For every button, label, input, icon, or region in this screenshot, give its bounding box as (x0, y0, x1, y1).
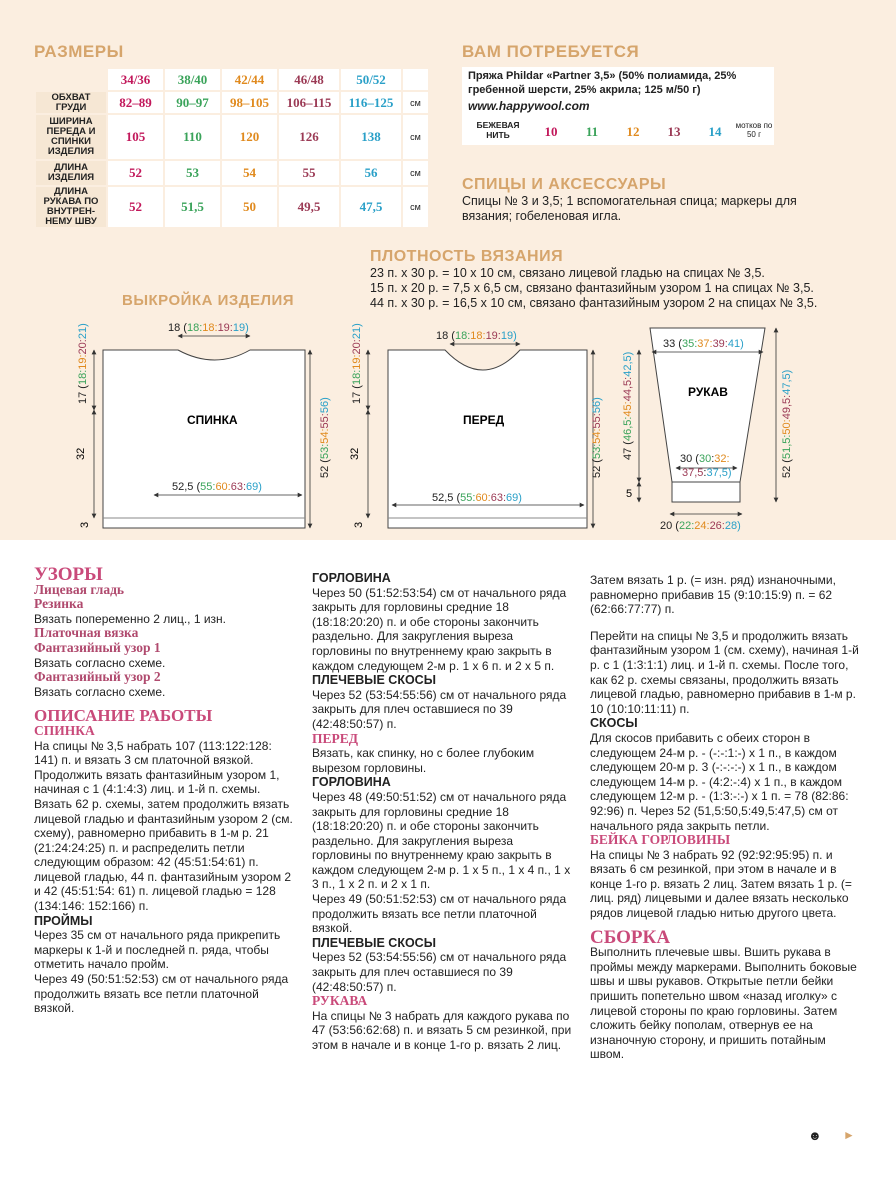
gauge-line: 23 п. х 30 р. = 10 х 10 см, связано лицевой гладью на спицах № 3,5. (370, 266, 765, 280)
pattern-name: Фантазийный узор 1 (34, 639, 161, 655)
sleeve-top-label: 33 (35:37:39:41) (663, 338, 744, 350)
skein-count: 13 (667, 124, 681, 139)
sleeve-length-label: 47 (46,5:45:44,5:42,5) (622, 351, 634, 460)
pattern-heading: ВЫКРОЙКА ИЗДЕЛИЯ (122, 292, 295, 309)
sleeve-cuff-label: 20 (22:24:26:28) (660, 520, 741, 532)
pattern-name: Лицевая гладь (34, 581, 125, 597)
sleeve-length-label: 52 (51,5:50:49,5:47,5) (781, 369, 793, 478)
column-1 (34, 564, 296, 1016)
size-cell: 110 (165, 115, 220, 159)
materials-box (462, 67, 774, 145)
armhole-height-label: 17 (18:19:20:21) (351, 323, 363, 404)
size-cell: 126 (279, 115, 339, 159)
size-col: 50/52 (341, 69, 401, 90)
materials-heading: ВАМ ПОТРЕБУЕТСЯ (462, 42, 640, 61)
front-heading: ПЕРЕД (312, 730, 359, 746)
sizes-table (34, 67, 430, 229)
neck-text: Через 50 (51:52:53:54) см от начального ряда закрыть для горловины средние 18 (18:18:20:20) п. и обе стороны закончить раздельно. Для закругления выреза горловины по внутреннему краю закрыть в каждом следующем 2-м р. 1 х 6 п. и 2 х 5 п. (312, 585, 567, 673)
size-cell: 49,5 (279, 187, 339, 227)
sleeve-width-label: 30 (30:32: (680, 453, 730, 465)
size-cell: 120 (222, 115, 277, 159)
skein-count: 11 (585, 124, 599, 139)
back-label: СПИНКА (187, 413, 238, 427)
size-cell: 52 (108, 161, 163, 185)
sleeve-5-label: 5 (626, 488, 633, 500)
column-3 (590, 573, 860, 1062)
sleeve-text: Затем вязать 1 р. (= изн. ряд) изнаночными, равномерно прибавив 15 (9:10:15:9) п. = 62 (62:66:77:77) п. (590, 573, 836, 617)
gauge-line: 44 п. х 30 р. = 16,5 х 10 см, связано фантазийным узором 2 на спицах № 3,5. (370, 296, 818, 310)
patterns-heading: УЗОРЫ (34, 564, 103, 585)
neck-heading: ГОРЛОВИНА (312, 571, 391, 585)
size-cell: 116–125 (341, 92, 401, 113)
size-col: 38/40 (165, 69, 220, 90)
sleeve-width-label: 37,5:37,5) (682, 467, 732, 479)
neck-width-label: 18 (18:18:19:19) (168, 322, 249, 334)
skein-count: 14 (708, 124, 722, 139)
shoulders-heading: ПЛЕЧЕВЫЕ СКОСЫ (312, 673, 436, 688)
body-width-label: 52,5 (55:60:63:69) (432, 492, 522, 504)
pattern-name: Платочная вязка (34, 625, 139, 641)
shoulders-text: Через 52 (53:54:55:56) см от начального ряда закрыть для плеч оставшиеся по 39 (42:48:50:57) п. (312, 687, 567, 731)
pattern-text: Вязать попеременно 2 лиц., 1 изн. (34, 611, 226, 626)
armholes-text: Через 49 (50:51:52:53) см от начального ряда продолжить вязать все петли платочной вязкой. (34, 972, 289, 1016)
sleeve-label: РУКАВ (688, 385, 728, 399)
assembly-text: Выполнить плечевые швы. Вшить рукава в проймы между маркерами. Выполнить боковые швы и швы рукавов. Открытые петли бейки пришить попетельно швом «назад иголку» с лицевой стороны по краю горловины. Затем сложить бейку пополам, отвернув ее на изнаночную сторону, и пришить потайным швом. (590, 945, 857, 1062)
shoulders-heading: ПЛЕЧЕВЫЕ СКОСЫ (312, 935, 436, 950)
size-cell: 56 (341, 161, 401, 185)
skeins-row (466, 119, 772, 143)
size-cell: 52 (108, 187, 163, 227)
sleeve-cuff (672, 482, 740, 502)
size-col: 42/44 (222, 69, 277, 90)
size-col: 46/48 (279, 69, 339, 90)
neck-heading: ГОРЛОВИНА (312, 775, 391, 790)
armholes-text: Через 35 см от начального ряда прикрепить маркеры к 1-й и последней п. ряда, чтобы отметить начало пройм. (34, 928, 281, 972)
gauge-heading: ПЛОТНОСТЬ ВЯЗАНИЯ (370, 248, 564, 265)
size-col: 34/36 (108, 69, 163, 90)
size-cell: 90–97 (165, 92, 220, 113)
row-label: ДЛИНА РУКАВА ПО ВНУТРЕН-НЕМУ ШВУ (36, 187, 106, 227)
row-label: ДЛИНА ИЗДЕЛИЯ (36, 161, 106, 185)
neck-width-label: 18 (18:18:19:19) (436, 330, 517, 342)
row-label: ШИРИНА ПЕРЕДА И СПИНКИ ИЗДЕЛИЯ (36, 115, 106, 159)
size-cell: 47,5 (341, 187, 401, 227)
pattern-diagram (0, 310, 896, 540)
front-text: Вязать, как спинку, но с более глубоким вырезом горловины. (312, 746, 535, 775)
body-3-label: 3 (353, 521, 365, 528)
row-label: ОБХВАТ ГРУДИ (36, 92, 106, 113)
unit-cell: см (403, 92, 428, 113)
neck-text: Через 49 (50:51:52:53) см от начального ряда продолжить вязать все петли платочной вязкой. (312, 892, 567, 936)
size-cell: 51,5 (165, 187, 220, 227)
column-2 (312, 568, 574, 1053)
body-height-label: 52 (53:54:55:56) (591, 397, 603, 478)
bevels-text: Для скосов прибавить с обеих сторон в следующем 24-м р. - (-:-:1:-) х 1 п., в каждом следующем 20-м р. 3 (-:-:-:-) х 1 п., в каждом следующем 14-м р. - (4:2:-:4) х 1 п., в каждом следующем 12-м р. - (1:3:-:-) х 1 п. = 78 (82:86: 92:96) п. Через 52 (51,5:50,5:49,5:47,5) см от начального ряда закрыть петли. (590, 730, 849, 833)
gauge-line: 15 п. х 20 р. = 7,5 х 6,5 см, связано фантазийным узором 1 на спицах № 3,5. (370, 281, 814, 295)
pattern-name: Резинка (34, 596, 84, 612)
sizes-heading: РАЗМЕРЫ (34, 42, 124, 61)
skein-count: 12 (626, 124, 640, 139)
color-label: БЕЖЕВАЯ НИТЬ (476, 120, 520, 140)
unit-cell: см (403, 161, 428, 185)
yarn-description: Пряжа Phildar «Partner 3,5» (50% полиамида, 25% гребенной шерсти, 25% акрила; 125 м/50 г) (468, 70, 737, 96)
body-32-label: 32 (75, 447, 87, 460)
pattern-name: Фантазийный узор 2 (34, 669, 161, 685)
size-cell: 105 (108, 115, 163, 159)
armholes-heading: ПРОЙМЫ (34, 913, 93, 928)
body-3-label: 3 (79, 521, 91, 528)
pattern-text: Вязать согласно схеме. (34, 655, 166, 670)
neckband-text: На спицы № 3 набрать 92 (92:92:95:95) п. и вязать 6 см резинкой, при этом в начале и в конце 1-го р. вязать 2 лиц. Затем вязать 1 р. (= лиц. ряд) лицевыми и далее вязать несколько рядов лицевой гладью нитью другого цвета. (590, 847, 852, 921)
front-label: ПЕРЕД (463, 413, 505, 427)
neckband-heading: БЕЙКА ГОРЛОВИНЫ (590, 832, 731, 848)
body-width-label: 52,5 (55:60:63:69) (172, 481, 262, 493)
description-heading: ОПИСАНИЕ РАБОТЫ (34, 706, 213, 726)
needles-text: Спицы № 3 и 3,5; 1 вспомогательная спица; маркеры для вязания; гобеленовая игла. (462, 194, 797, 223)
size-cell: 55 (279, 161, 339, 185)
size-cell: 138 (341, 115, 401, 159)
bevels-heading: СКОСЫ (590, 716, 638, 731)
body-32-label: 32 (349, 447, 361, 460)
sleeve-text: Перейти на спицы № 3,5 и продолжить вязать фантазийным узором 1 (см. схему), начиная 1-й р. с 1 (1:3:1:1) лиц. и 1-й п. схемы. После того, как 62 р. схемы связаны, продолжить вязать лицевой гладью, равномерно прибавив в 1-м р. 10 (10:10:11:11) п. (590, 628, 859, 716)
next-page-icon: ► (843, 1128, 855, 1142)
size-cell: 50 (222, 187, 277, 227)
sleeves-heading: РУКАВА (312, 993, 368, 1009)
pattern-text: Вязать согласно схеме. (34, 684, 166, 699)
body-height-label: 52 (53:54:55:56) (319, 397, 331, 478)
unit-cell: см (403, 115, 428, 159)
size-cell: 106–115 (279, 92, 339, 113)
assembly-heading: СБОРКА (590, 926, 671, 948)
size-cell: 54 (222, 161, 277, 185)
armhole-height-label: 17 (18:19:20:21) (77, 323, 89, 404)
size-cell: 82–89 (108, 92, 163, 113)
shoulders-text: Через 52 (53:54:55:56) см от начального ряда закрыть для плеч оставшиеся по 39 (42:48:50:57) п. (312, 950, 567, 994)
needles-heading: СПИЦЫ И АКСЕССУАРЫ (462, 176, 667, 193)
back-text: На спицы № 3,5 набрать 107 (113:122:128: 141) п. и вязать 3 см платочной вязкой. Продолжить вязать фантазийным узором 1, начиная с 1 (4:1:4:3) лиц. и 1-й п. схемы. Вязать 62 р. схемы, затем продолжить вязать лицевой гладью и фантазийным узором 2 (см. схему), равномерно прибавить в 1-м р. 21 (21:24:24:25) п. и распределить петли следующим образом: 42 (45:51:54:61) п. лицевой гладью, 44 п. фантазийным узором 2 и 42 (45:51:54: 61) п. лицевой гладью = 128 (134:146: 152:166) п. (34, 738, 293, 914)
sleeves-text: На спицы № 3 набрать для каждого рукава по 47 (53:56:62:68) п. и вязать 5 см резинкой, при этом в начале и в конце 1-го р. вязать 2 лиц. (312, 1008, 572, 1052)
size-cell: 98–105 (222, 92, 277, 113)
skein-count: 10 (544, 124, 558, 139)
unit-cell: см (403, 187, 428, 227)
smiley-icon: ☻ (808, 1128, 822, 1143)
back-piece (103, 350, 305, 528)
skein-unit: мотков по 50 г (735, 121, 773, 139)
size-cell: 53 (165, 161, 220, 185)
shop-url: www.happywool.com (468, 99, 590, 113)
neck-text: Через 48 (49:50:51:52) см от начального ряда закрыть для горловины средние 18 (18:18:20:20) п. и обе стороны закончить раздельно. Для закругления выреза горловины по внутреннему краю закрыть в каждом следующем 2-м р. 1 х 5 п., 1 х 4 п., 1 х 3 п., 1 х 2 п. и 2 х 1 п. (312, 789, 571, 892)
back-heading: СПИНКА (34, 722, 95, 738)
